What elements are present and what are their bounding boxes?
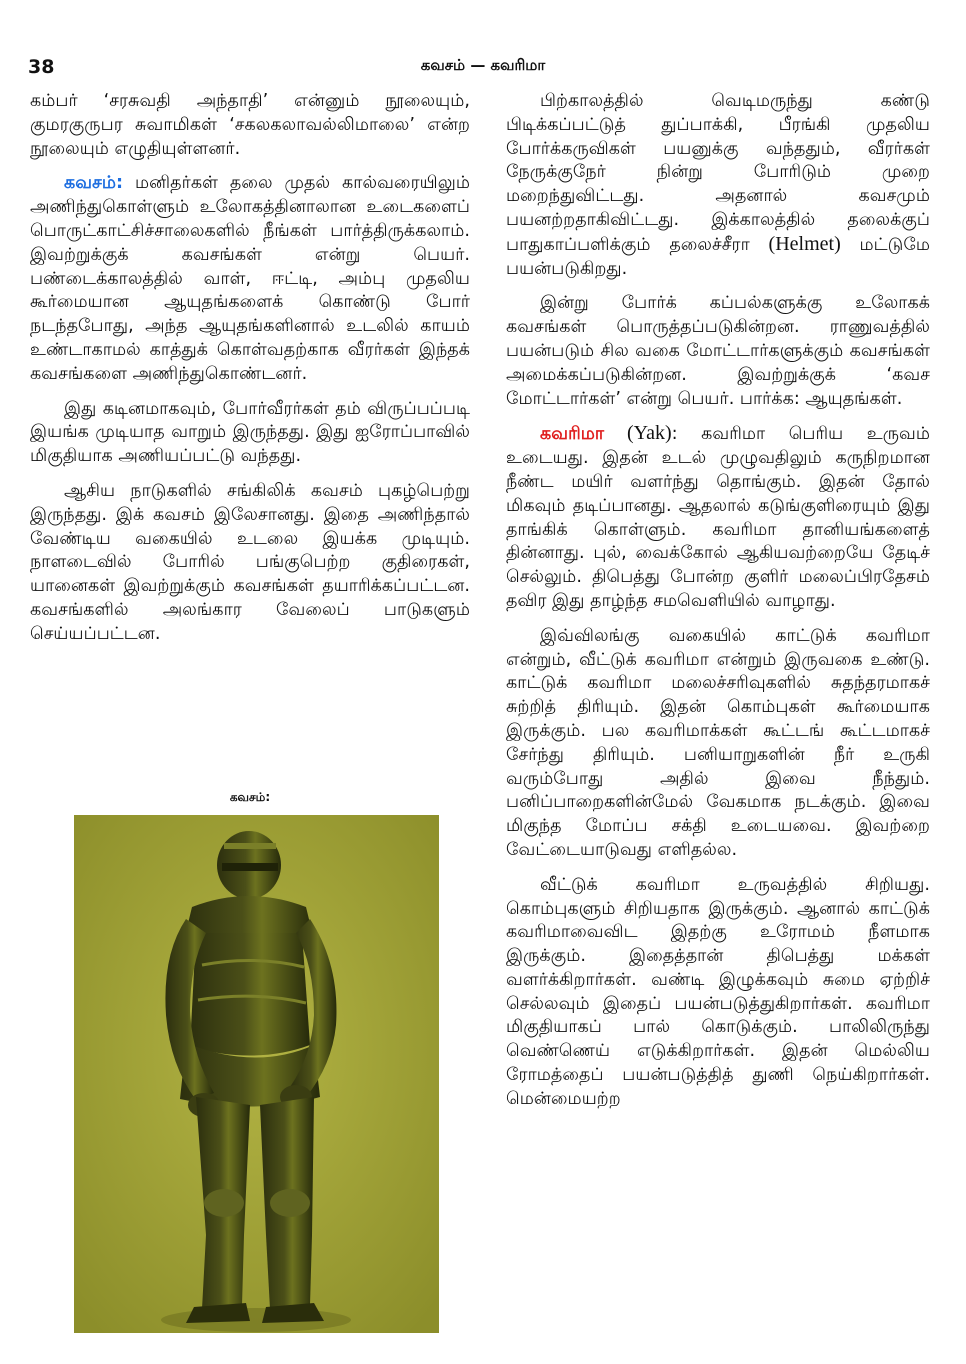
paragraph-kavasam-definition (30, 172, 470, 386)
paragraph-gunpowder (506, 90, 930, 281)
running-title: கவசம் — கவரிமா (420, 56, 546, 74)
entry-term-kavarima: கவரிமா (540, 424, 605, 445)
paragraph-domestic-yak: வீட்டுக் கவரிமா உருவத்தில் சிறியது. கொம்புகளும் சிறியதாக இருக்கும். ஆனால் காட்டுக் கவரிமாவைவிட இதற்கு உரோமம் நீளமாக இருக்கும். இதைத்தான் திபெத்து மக்கள் வளர்க்கிறார்கள். வண்டி இழுக்கவும் சுமை ஏற்றிச் செல்லவும் இதைப் பயன்படுத்துகிறார்கள். கவரிமா மிகுதியாகப் பால் கொடுக்கும். பாலிலிருந்து வெண்ணெய் எடுக்கிறார்கள். இதன் மெல்லிய ரோமத்தைப் பயன்படுத்தித் துணி நெய்கிறார்கள். மென்மையற்ற (506, 874, 930, 1109)
paragraph-text: பிற்காலத்தில் வெடிமருந்து கண்டு பிடிக்கப்பட்டுத் துப்பாக்கி, பீரங்கி முதலிய போர்க்கருவிகள் பயனுக்கு வந்ததும், வீரர்கள் நேருக்குநேர் நின்று போரிடும் முறை மறைந்துவிட்டது. அதனால் கவசமும் பயனற்றதாகிவிட்டது. இக்காலத்தில் தலைக்குப் பாதுகாப்பளிக்கும் தலைச்சீரா (506, 91, 930, 255)
paragraph-text: மனிதர்கள் தலை முதல் கால்வரையிலும் அணிந்துகொள்ளும் உலோகத்தினாலான உடைகளைப் பொருட்காட்சிச்சாலைகளில் நீங்கள் பார்த்திருக்கலாம். இவற்றுக்குக் கவசங்கள் என்று பெயர். பண்டைக்காலத்தில் வாள், ஈட்டி, அம்பு முதலிய கூர்மையான ஆயுதங்களைக் கொண்டு போர் நடந்தபோது, அந்த ஆயுதங்களினால் உடலில் காயம் உண்டாகாமல் காத்துக் கொள்வதற்காக வீரர்கள் இந்தக் கவசங்களை அணிந்துகொண்டனர். (30, 173, 470, 384)
paragraph-kavarima-definition (506, 422, 930, 613)
paragraph-text: மட்டுமே பயன்படுகிறது. (506, 234, 930, 279)
paragraph-text: : கவரிமா பெரிய உருவம் உடையது. இதன் உடல் முழுவதிலும் கருநிறமான நீண்ட மயிர் வளர்ந்து தொங்கும். இதன் தோல் மிகவும் தடிப்பானது. ஆதலால் கடுங்குளிரையும் இது தாங்கிக் கொள்ளும். கவரிமா தானியங்களைத் தின்னாது. புல், வைக்கோல் ஆகியவற்றையே தேடிச் செல்லும். திபெத்து போன்ற குளிர் மலைப்பிரதேசம் தவிர இது தாழ்ந்த சமவெளியில் வாழாது. (506, 424, 931, 611)
figure-caption: கவசம்: (229, 790, 271, 804)
paragraph-warships: இன்று போர்க் கப்பல்களுக்கு உலோகக் கவசங்கள் பொருத்தப்படுகின்றன. ராணுவத்தில் பயன்படும் சில வகை மோட்டார்களுக்கும் கவசங்கள் அமைக்கப்படுகின்றன. இவற்றுக்குக் ‘கவச மோட்டார்கள்’ என்று பெயர். பார்க்க: ஆயுதங்கள். (506, 293, 930, 409)
paragraph-intro: கம்பர் ‘சரசுவதி அந்தாதி’ என்னும் நூலையும், குமரகுருபர சுவாமிகள் ‘சகலகலாவல்லிமாலை’ என்ற நூலையும் எழுதியுள்ளனர். (30, 91, 470, 159)
page-number: 38 (28, 56, 55, 78)
paragraph-kavarima-types: இவ்விலங்கு வகையில் காட்டுக் கவரிமா என்றும், வீட்டுக் கவரிமா என்றும் இருவகை உண்டு. காட்டுக் கவரிமா மலைச்சரிவுகளில் சுதந்தரமாகச் சுற்றித் திரியும். இதன் கொம்புகள் கூர்மையாக இருக்கும். பல கவரிமாக்கள் கூட்டங் கூட்டமாகச் சேர்ந்து திரியும். பனியாறுகளின் நீர் உருகி வரும்போது அதில் இவை நீந்தும். பனிப்பாறைகளின்மேல் வேகமாக நடக்கும். இவை மிகுந்த மோப்ப சக்தி உடையவை. இவற்றை வேட்டையாடுவது எளிதல்ல. (506, 625, 930, 860)
latin-term-yak: (Yak) (604, 422, 672, 445)
right-column (506, 90, 930, 1123)
armor-figure-icon (74, 815, 439, 1333)
paragraph-kavasam-asia: ஆசிய நாடுகளில் சங்கிலிக் கவசம் புகழ்பெற்று இருந்தது. இக் கவசம் இலேசானது. இதை அணிந்தால் வேண்டிய வகையில் உடலை இயக்க முடியும். நாளடைவில் போரில் பங்குபெற்ற குதிரைகள், யானைகள் இவற்றுக்கும் கவசங்கள் தயாரிக்கப்பட்டன. கவசங்களில் அலங்கார வேலைப் பாடுகளும் செய்யப்பட்டன. (30, 480, 470, 644)
left-column (30, 90, 470, 658)
latin-term-helmet: (Helmet) (768, 232, 841, 255)
armor-photo (74, 815, 439, 1333)
entry-term-kavasam: கவசம்: (64, 173, 124, 194)
paragraph-kavasam-europe: இது கடினமாகவும், போர்வீரர்கள் தம் விருப்பப்படி இயங்க முடியாத வாறும் இருந்தது. இது ஐரோப்பாவில் மிகுதியாக அணியப்பட்டு வந்தது. (30, 398, 470, 467)
